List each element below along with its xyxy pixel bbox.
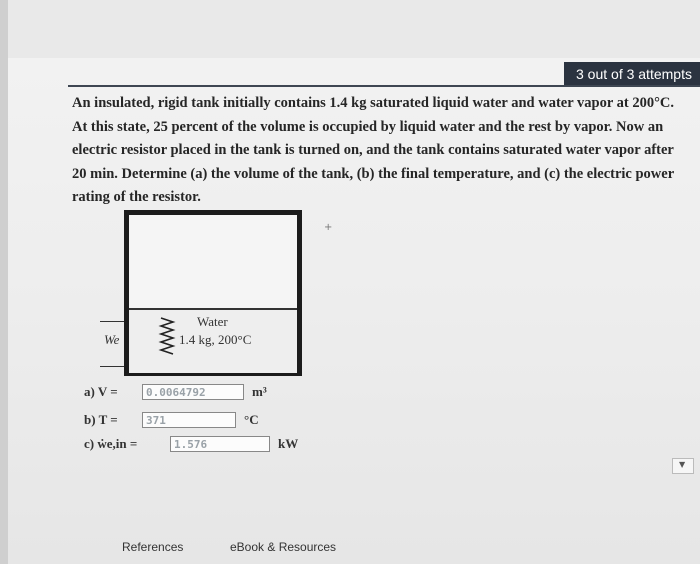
chevron-down-icon: ▼ xyxy=(679,460,686,469)
answer-row-a xyxy=(84,384,267,400)
water-region xyxy=(129,308,297,373)
attempts-badge: 3 out of 3 attempts xyxy=(564,62,700,86)
volume-unit: m³ xyxy=(252,384,267,399)
answer-row-c xyxy=(84,436,299,452)
water-condition-label: 1.4 kg, 200°C xyxy=(179,332,252,347)
cursor-mark-icon: + xyxy=(324,222,333,233)
dropdown-button[interactable] xyxy=(672,458,694,474)
answer-c-label: c) ẇe,in = xyxy=(84,436,138,451)
power-input[interactable]: 1.576 xyxy=(170,436,270,452)
volume-input[interactable]: 0.0064792 xyxy=(142,384,244,400)
answer-row-b xyxy=(84,412,259,428)
temperature-input[interactable]: 371 xyxy=(142,412,236,428)
work-label: We xyxy=(104,332,120,347)
answer-b-label: b) T = xyxy=(84,412,118,427)
power-unit: kW xyxy=(278,436,299,451)
top-bar xyxy=(8,0,700,58)
resistor-icon xyxy=(157,316,179,356)
ebook-resources-link[interactable]: eBook & Resources xyxy=(230,540,337,554)
references-link[interactable]: References xyxy=(122,540,184,554)
header-rule xyxy=(68,85,700,87)
temperature-unit: °C xyxy=(244,412,259,427)
screen xyxy=(8,0,700,564)
tank-diagram xyxy=(124,210,302,376)
water-label: Water xyxy=(197,314,228,329)
problem-text: An insulated, rigid tank initially contains 1.4 kg saturated liquid water and water vapor at 200°C. At this state, 25 percent of the volume is occupied by liquid water and the rest by vapor. Now an electric resistor placed in the tank is turned on, and the tank contains saturated water vapor after 20 min. Determine (a) the volume of the tank, (b) the final temperature, and (c) the electric power rating of the resistor. xyxy=(72,95,674,205)
answer-a-label: a) V = xyxy=(84,384,118,399)
